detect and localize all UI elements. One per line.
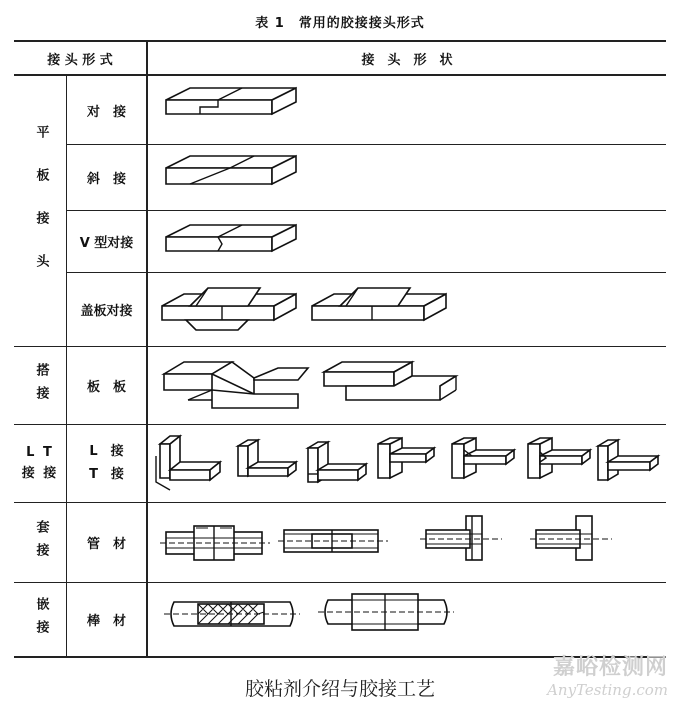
category-inlay-label: 嵌接	[33, 597, 49, 643]
row-divider	[66, 144, 666, 145]
tube-sleeve-drawing-1	[160, 514, 270, 568]
lap-joint-drawing-2	[316, 352, 466, 416]
type-plate-plate-joint: 板 板	[86, 380, 126, 395]
type-t-joint-label: T 接	[89, 466, 124, 482]
v-butt-joint-drawing	[160, 215, 310, 265]
row-divider	[66, 272, 666, 273]
l-joint-drawing-2	[230, 432, 304, 492]
tube-sleeve-drawing-2	[278, 520, 388, 564]
type-scarf-joint: 斜 接	[86, 172, 126, 187]
t-joint-drawing-3	[520, 432, 600, 492]
tube-flange-drawing-1	[416, 506, 506, 568]
category-lap-label: 搭接	[33, 363, 49, 409]
header-joint-form: 接 头 形 式	[47, 52, 113, 68]
type-v-butt-joint: V 型对接	[79, 236, 134, 251]
l-joint-drawing-3	[300, 434, 374, 494]
row-divider	[66, 210, 666, 211]
category-flat-joint	[14, 76, 66, 346]
cover-plate-joint-drawing-2	[306, 276, 456, 338]
table-title: 表 1 常用的胶接接头形式	[255, 16, 425, 31]
type-l-joint-label: L 接	[89, 443, 124, 459]
category-sleeve-joint	[14, 504, 66, 582]
t-joint-drawing-1	[370, 432, 444, 492]
type-lt-joint	[67, 425, 146, 502]
figure-caption: 胶粘剂介绍与胶接工艺	[244, 678, 435, 700]
t-joint-drawing-2	[444, 432, 524, 492]
butt-joint-drawing	[160, 80, 310, 130]
watermark-en: AnyTesting.com	[547, 681, 668, 699]
rod-inlay-drawing-1	[162, 592, 302, 638]
category-flat-label: 平板接头	[33, 125, 49, 297]
category-inlay-joint	[14, 584, 66, 656]
type-rod-joint: 棒 材	[86, 614, 126, 629]
category-lt-label: L T	[26, 445, 54, 461]
rod-inlay-drawing-2	[316, 586, 456, 638]
t-joint-drawing-4	[592, 434, 666, 494]
watermark-cn: 嘉峪检测网	[552, 655, 668, 680]
column-divider	[146, 41, 148, 656]
type-butt-joint: 对 接	[86, 104, 126, 120]
type-tube-joint: 管 材	[86, 537, 126, 552]
category-lt-label-2: 接 接	[21, 466, 59, 481]
l-joint-drawing-1	[150, 430, 230, 494]
header-joint-shape: 接 头 形 状	[361, 52, 453, 68]
category-lt-joint	[14, 426, 66, 502]
watermark	[547, 650, 668, 699]
tube-flange-drawing-2	[526, 508, 616, 568]
category-lap-joint	[14, 348, 66, 424]
type-cover-plate-joint: 盖板对接	[80, 304, 133, 319]
lap-joint-drawing-1	[158, 352, 318, 416]
category-sleeve-label: 套接	[33, 520, 49, 566]
scarf-joint-drawing	[160, 148, 310, 198]
cover-plate-joint-drawing-1	[156, 276, 306, 338]
